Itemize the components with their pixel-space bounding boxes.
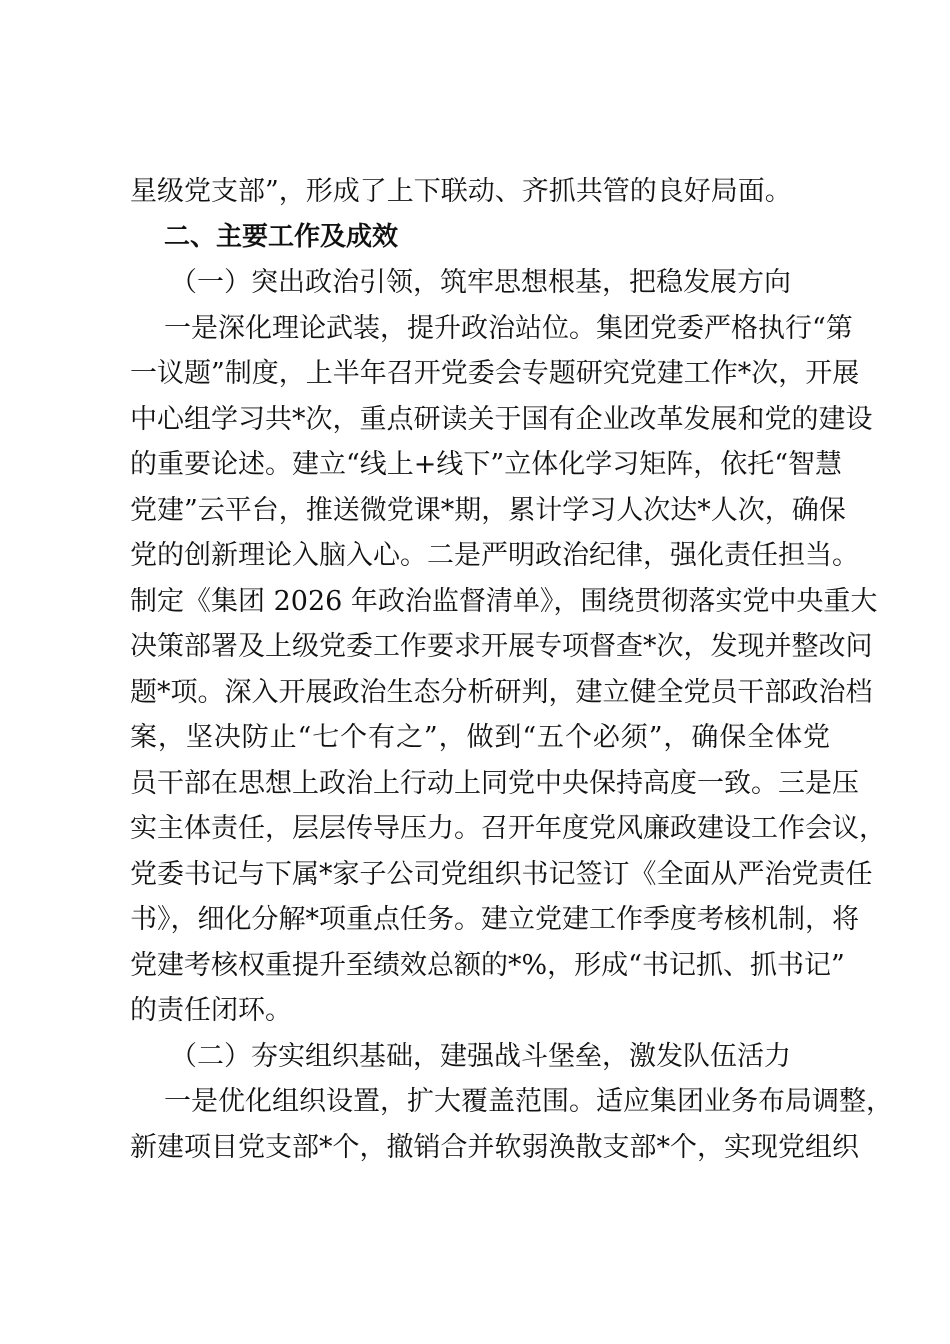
paragraph-line: 党建考核权重提升至绩效总额的*%，形成“书记抓、抓书记” xyxy=(130,949,845,981)
paragraph-line: 一是优化组织设置，扩大覆盖范围。适应集团业务布局调整， xyxy=(164,1086,893,1117)
paragraph-line: 一是深化理论武装，提升政治站位。集团党委严格执行“第 xyxy=(164,312,853,344)
paragraph-line: 题*项。深入开展政治生态分析研判，建立健全党员干部政治档 xyxy=(130,676,873,708)
paragraph-line: 一议题”制度，上半年召开党委会专题研究党建工作*次，开展 xyxy=(130,358,860,389)
paragraph-line: 新建项目党支部*个，撤销合并软弱涣散支部*个，实现党组织 xyxy=(130,1131,859,1163)
paragraph-line: 党建”云平台，推送微党课*期，累计学习人次达*人次，确保 xyxy=(130,494,846,526)
paragraph-line: 书》，细化分解*项重点任务。建立党建工作季度考核机制，将 xyxy=(130,904,859,935)
paragraph-line: 中心组学习共*次，重点研读关于国有企业改革发展和党的建设 xyxy=(130,403,873,435)
document-body xyxy=(130,169,893,1170)
paragraph-line: 案，坚决防止“七个有之”，做到“五个必须”，确保全体党 xyxy=(130,722,830,753)
section-heading: 二、主要工作及成效 xyxy=(164,221,399,252)
paragraph-line: 制定《集团 2026 年政治监督清单》，围绕贯彻落实党中央重大 xyxy=(130,585,878,617)
paragraph-line: 员干部在思想上政治上行动上同党中央保持高度一致。三是压 xyxy=(130,767,859,799)
paragraph-line: 的责任闭环。 xyxy=(130,995,292,1026)
paragraph-line: 党的创新理论入脑入心。二是严明政治纪律，强化责任担当。 xyxy=(130,540,859,571)
subsection-heading: （二）夯实组织基础，建强战斗堡垒，激发队伍活力 xyxy=(170,1040,791,1072)
subsection-heading: （一）突出政治引领，筑牢思想根基，把稳发展方向 xyxy=(170,267,791,298)
paragraph-line: 党委书记与下属*家子公司党组织书记签订《全面从严治党责任 xyxy=(130,858,873,890)
paragraph-line: 实主体责任，层层传导压力。召开年度党风廉政建设工作会议， xyxy=(130,813,886,844)
paragraph-line: 星级党支部”，形成了上下联动、齐抓共管的良好局面。 xyxy=(130,176,792,207)
paragraph-line: 的重要论述。建立“线上+线下”立体化学习矩阵，依托“智慧 xyxy=(130,449,843,480)
paragraph-line: 决策部署及上级党委工作要求开展专项督查*次，发现并整改问 xyxy=(130,631,873,662)
